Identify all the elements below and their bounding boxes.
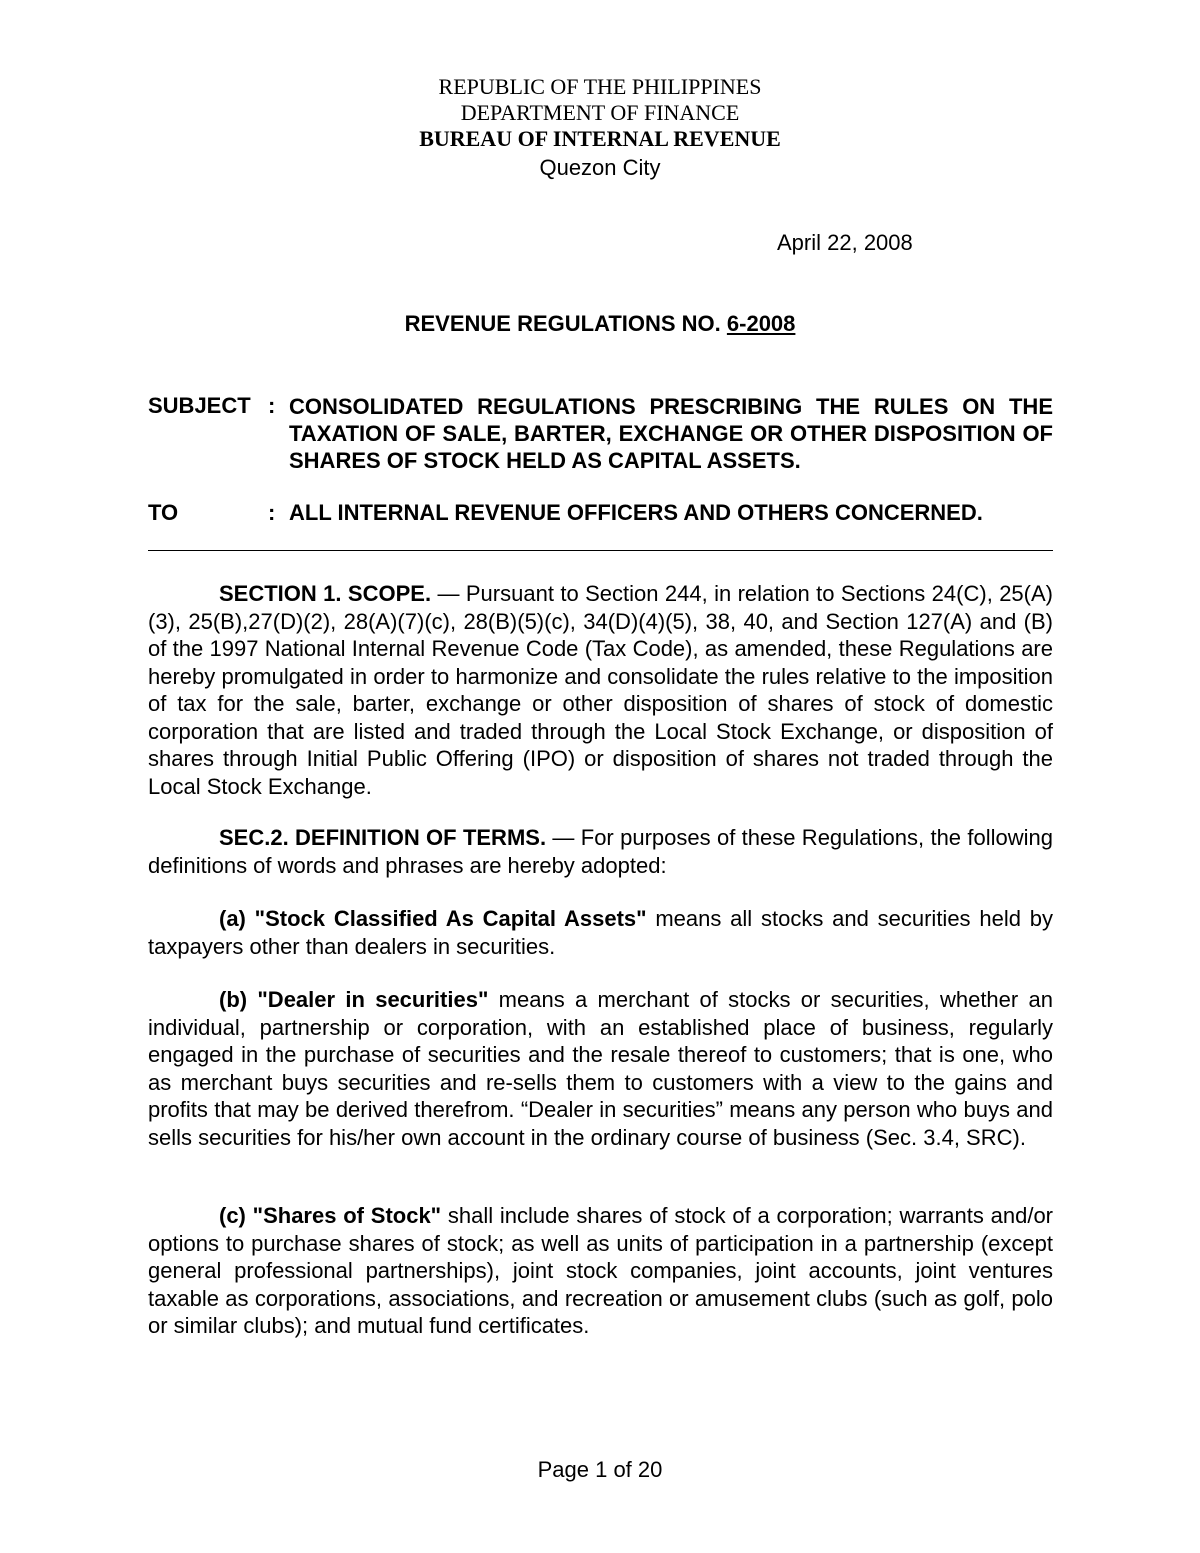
subject-colon: : — [268, 393, 276, 418]
document-date: April 22, 2008 — [777, 230, 913, 255]
section-2-paragraph — [148, 824, 1053, 879]
section-1-heading: SECTION 1. SCOPE. — [219, 581, 432, 606]
definition-b-paragraph — [148, 986, 1053, 1151]
definition-c-paragraph — [148, 1202, 1053, 1340]
definition-b-term: (b) "Dealer in securities" — [219, 987, 489, 1012]
definition-a-paragraph — [148, 905, 1053, 960]
definition-c-term: (c) "Shares of Stock" — [219, 1203, 442, 1228]
regulation-title-prefix: REVENUE REGULATIONS NO. — [404, 311, 727, 336]
header-city: Quezon City — [539, 155, 661, 180]
page-number: Page 1 of 20 — [537, 1457, 663, 1482]
definition-c-body: shall include shares of stock of a corporation; warrants and/or options to purchase shares of stock; as well as units of participation in a partnership (except general professional partnerships), joint stock companies, joint accounts, joint ventures taxable as corporations, associations, and recreation or amusement clubs (such as golf, polo or similar clubs); and mutual fund certificates. — [148, 1203, 1054, 1338]
regulation-title — [0, 311, 1200, 337]
section-1-body: — Pursuant to Section 244, in relation to Sections 24(C), 25(A)(3), 25(B),27(D)(2), 28(A)(7)(c), 28(B)(5)(c), 34(D)(4)(5), 38, 40, and Section 127(A) and (B) of the 1997 National Internal Revenue Code (Tax Code), as amended, these Regulations are hereby promulgated in order to harmonize and consolidate the rules relative to the imposition of tax for the sale, barter, exchange or other disposition of shares of stock of domestic corporation that are listed and traded through the Local Stock Exchange, or disposition of shares through Initial Public Offering (IPO) or disposition of shares not traded through the Local Stock Exchange. — [148, 581, 1053, 799]
definition-b-body: means a merchant of stocks or securities, whether an individual, partnership or corporation, with an established place of business, regularly engaged in the purchase of securities and the resale thereof to customers; that is one, who as merchant buys securities and re-sells them to customers with a view to the gains and profits that may be derived therefrom. “Dealer in securities” means any person who buys and sells securities for his/her own account in the ordinary course of business (Sec. 3.4, SRC). — [148, 987, 1053, 1150]
section-1-paragraph — [148, 580, 1053, 800]
subject-text: CONSOLIDATED REGULATIONS PRESCRIBING THE RULES ON THE TAXATION OF SALE, BARTER, EXCHANGE OR OTHER DISPOSITION OF SHARES OF STOCK HELD AS CAPITAL ASSETS. — [289, 394, 1053, 473]
header-bureau: BUREAU OF INTERNAL REVENUE — [419, 126, 781, 151]
subject-label: SUBJECT — [148, 393, 251, 418]
section-2-heading: SEC.2. DEFINITION OF TERMS. — [219, 825, 547, 850]
to-colon: : — [268, 500, 276, 525]
to-label: TO — [148, 500, 179, 525]
section-2-body: — For purposes of these Regulations, the following definitions of words and phrases are hereby adopted: — [148, 825, 1053, 878]
header-divider — [148, 550, 1053, 551]
definition-a-term: (a) "Stock Classified As Capital Assets" — [219, 906, 647, 931]
header-republic: REPUBLIC OF THE PHILIPPINES — [438, 74, 762, 99]
regulation-number: 6-2008 — [726, 311, 796, 336]
to-text: ALL INTERNAL REVENUE OFFICERS AND OTHERS CONCERNED. — [289, 500, 983, 525]
header-department: DEPARTMENT OF FINANCE — [460, 100, 740, 125]
definition-a-body: means all stocks and securities held by taxpayers other than dealers in securities. — [148, 906, 1053, 959]
